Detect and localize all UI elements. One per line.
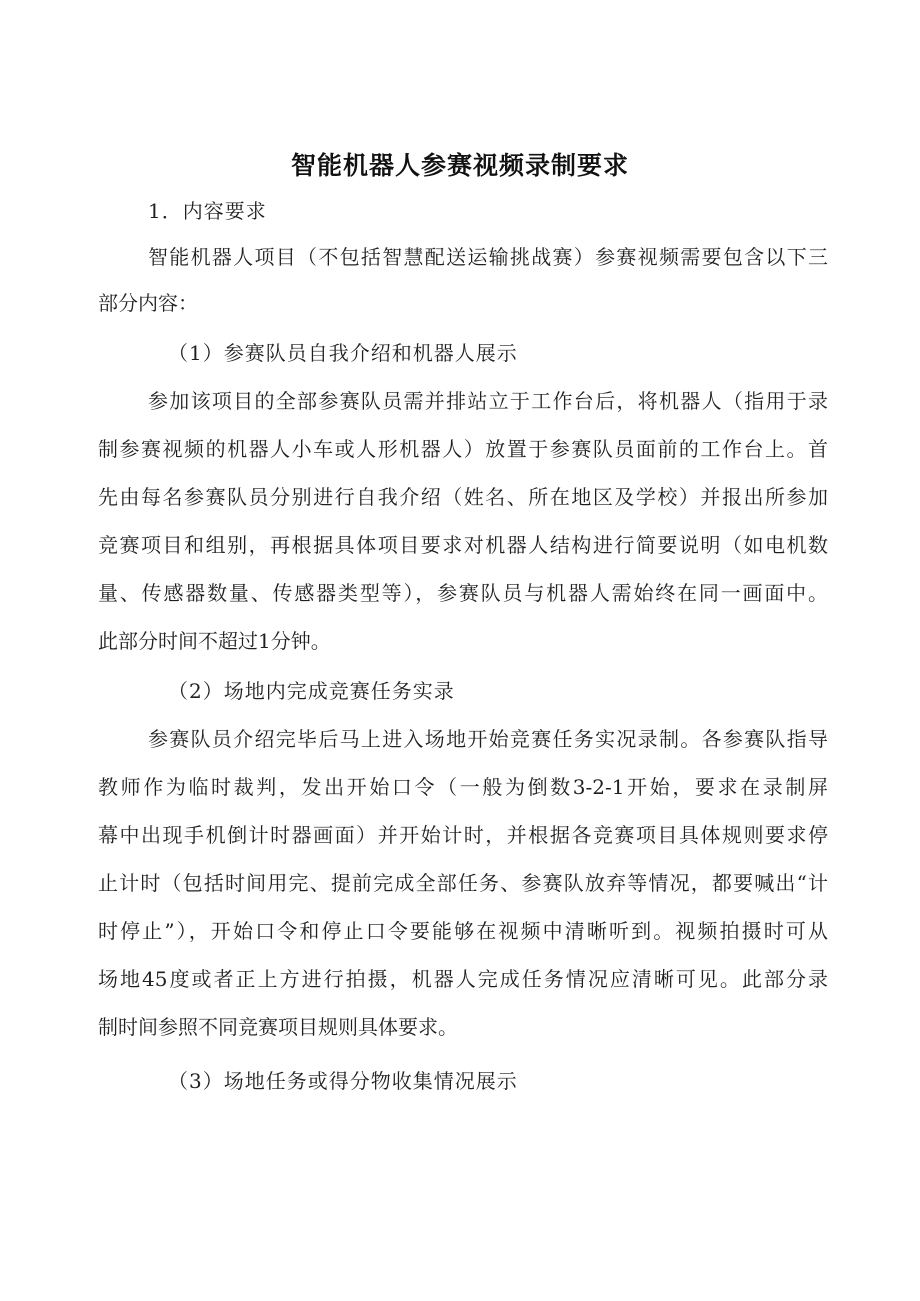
part1-heading: （1）参赛队员自我介绍和机器人展示	[168, 341, 518, 365]
part1-paragraph-line: 此部分时间不超过1分钟。	[98, 629, 331, 653]
part2-paragraph-line: 场地45度或者正上方进行拍摄，机器人完成任务情况应清晰可见。此部分录	[98, 967, 828, 991]
part2-paragraph-line: 制时间参照不同竞赛项目规则具体要求。	[98, 1015, 458, 1039]
part1-paragraph-line: 制参赛视频的机器人小车或人形机器人）放置于参赛队员面前的工作台上。首	[98, 437, 828, 461]
part2-paragraph-line: 时停止”），开始口令和停止口令要能够在视频中清晰听到。视频拍摄时可从	[98, 919, 828, 943]
part1-paragraph-line: 量、传感器数量、传感器类型等），参赛队员与机器人需始终在同一画面中。	[98, 581, 828, 605]
intro-paragraph-line: 智能机器人项目（不包括智慧配送运输挑战赛）参赛视频需要包含以下三	[148, 245, 828, 269]
section-heading-content-requirements: 1．内容要求	[148, 199, 267, 223]
part3-heading: （3）场地任务或得分物收集情况展示	[168, 1069, 518, 1093]
intro-paragraph-line: 部分内容：	[98, 291, 198, 315]
part2-heading: （2）场地内完成竞赛任务实录	[168, 679, 455, 703]
part2-paragraph-line: 参赛队员介绍完毕后马上进入场地开始竞赛任务实况录制。各参赛队指导	[148, 727, 828, 751]
part1-paragraph-line: 参加该项目的全部参赛队员需并排站立于工作台后，将机器人（指用于录	[148, 389, 828, 413]
part2-paragraph-line: 止计时（包括时间用完、提前完成全部任务、参赛队放弃等情况，都要喊出“计	[98, 871, 828, 895]
document-title: 智能机器人参赛视频录制要求	[290, 151, 629, 180]
part2-paragraph-line: 幕中出现手机倒计时器画面）并开始计时，并根据各竞赛项目具体规则要求停	[98, 823, 828, 847]
part2-paragraph-line: 教师作为临时裁判，发出开始口令（一般为倒数3-2-1开始，要求在录制屏	[98, 775, 828, 799]
part1-paragraph-line: 竞赛项目和组别，再根据具体项目要求对机器人结构进行简要说明（如电机数	[98, 533, 828, 557]
part1-paragraph-line: 先由每名参赛队员分别进行自我介绍（姓名、所在地区及学校）并报出所参加	[98, 485, 828, 509]
